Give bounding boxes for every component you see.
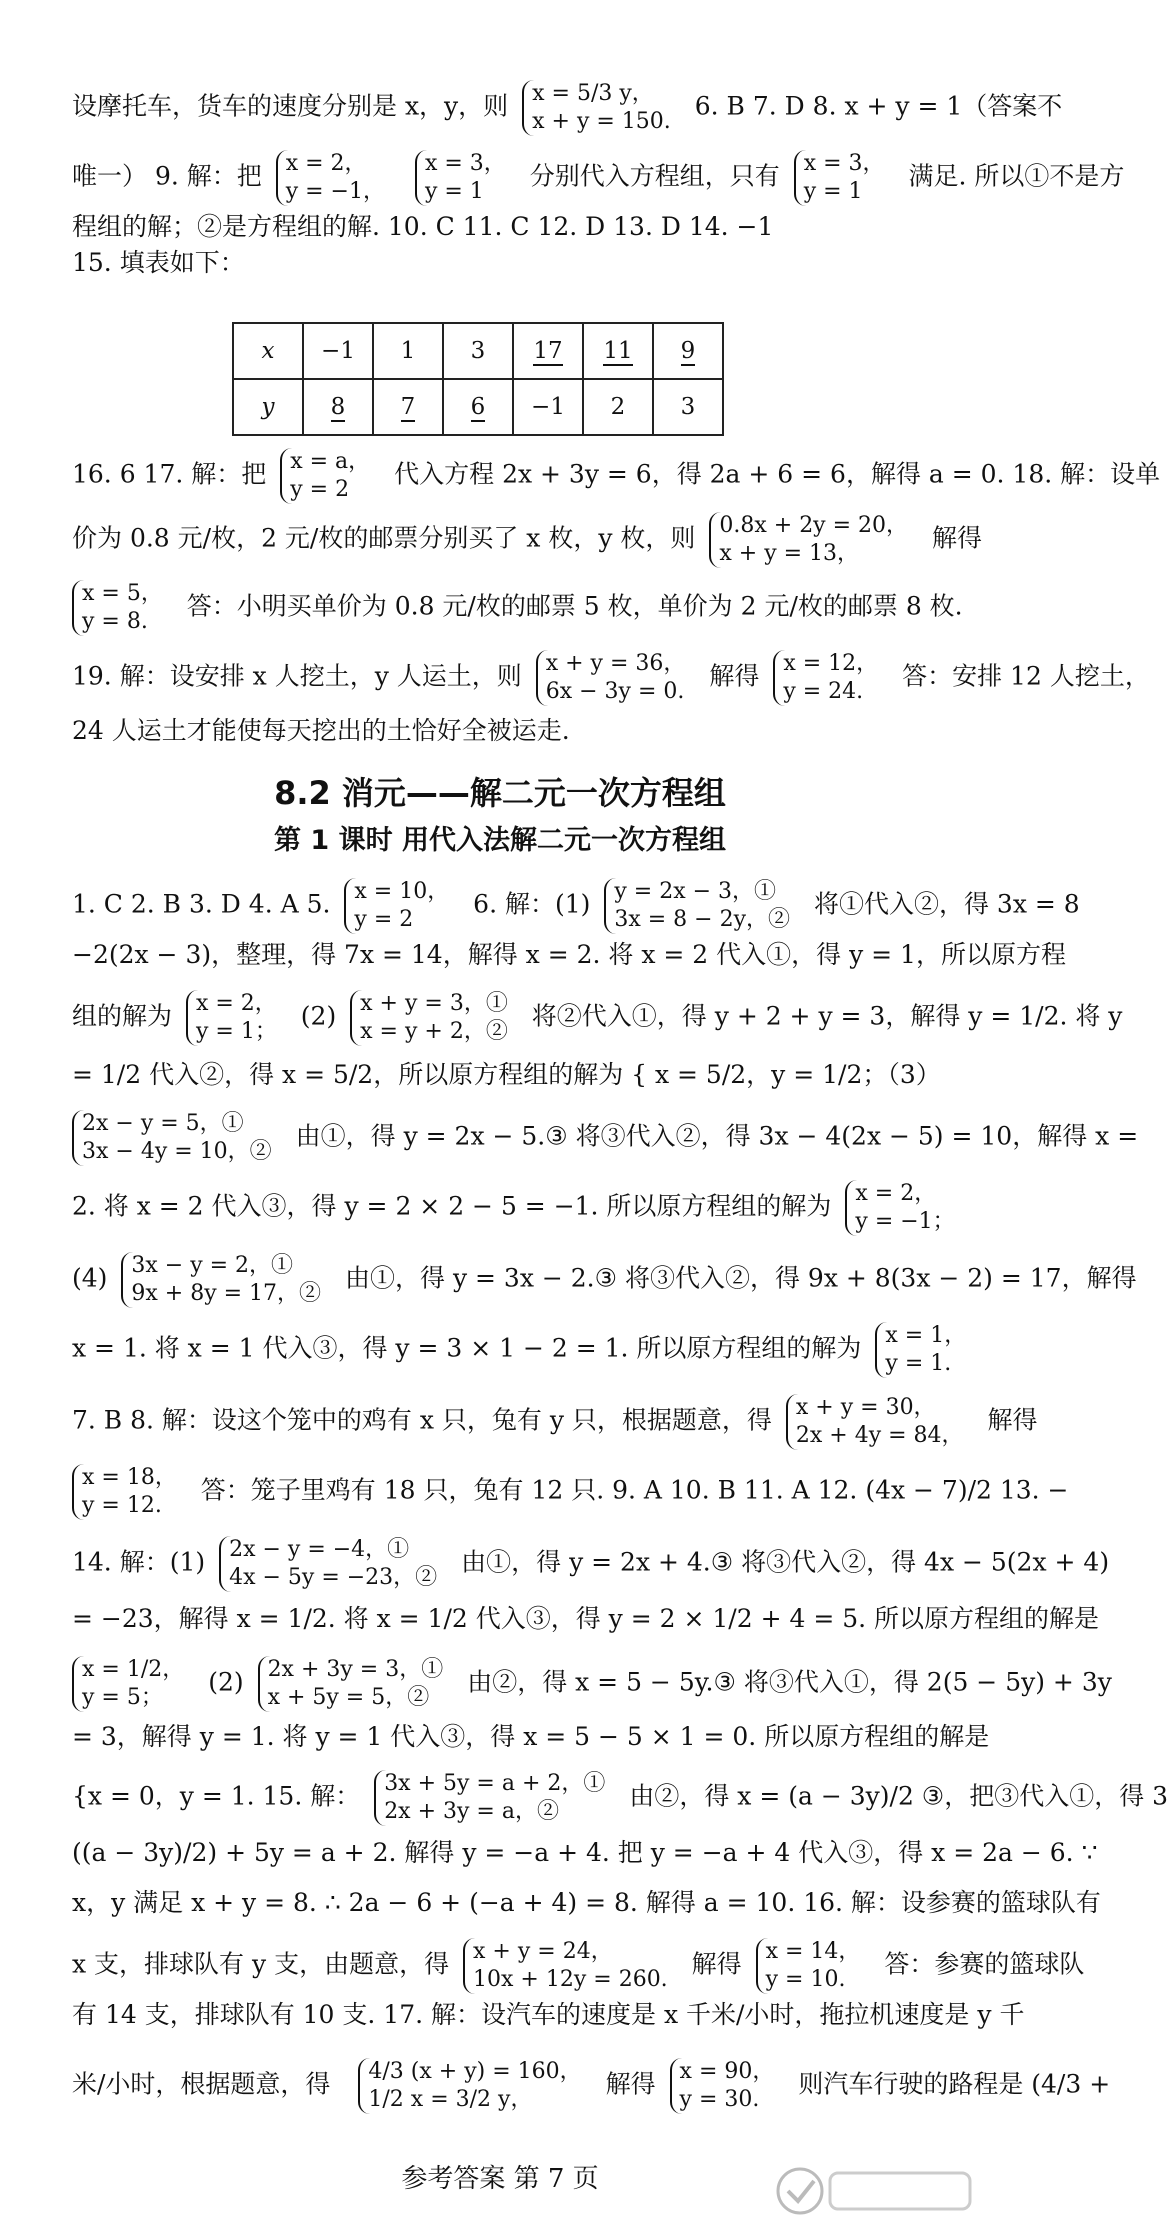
- equation-system: 4/3 (x + y) = 160， 1/2 x = 3/2 y，: [358, 2058, 591, 2114]
- answer-line: 米/小时，根据题意，得 4/3 (x + y) = 160， 1/2 x = 3/2 y， 解得 x = 90， y = 30. 则汽车行驶的路程是 (4/3 +: [72, 2059, 1111, 2112]
- equation-system: x = 3， y = 1: [415, 150, 516, 206]
- section-title: 8.2 消元——解二元一次方程组: [274, 774, 726, 812]
- equation-system: x = 2， y = −1，: [276, 150, 395, 206]
- answer-line: x，y 满足 x + y = 8. ∴ 2a − 6 + (−a + 4) = 8. 解得 a = 10. 16. 解：设参赛的篮球队有: [72, 1888, 1101, 1917]
- equation-system: x = 14， y = 10.: [756, 1938, 871, 1994]
- watermark-logo: [770, 2163, 980, 2223]
- answer-line: 15. 填表如下：: [72, 248, 245, 277]
- answer-line: x = 5， y = 8. 答：小明买单价为 0.8 元/枚的邮票 5 枚，单价为 2 元/枚的邮票 8 枚.: [72, 580, 963, 636]
- answer-line: 24 人运土才能使每天挖出的土恰好全被运走.: [72, 716, 570, 745]
- equation-system: x + y = 30， 2x + 4y = 84，: [786, 1394, 974, 1450]
- answer-line: x = 1/2， y = 5； (2) 2x + 3y = 3，① x + 5y = 5，② 由②，得 x = 5 − 5y.③ 将③代入①，得 2(5 − 5y) + 3y: [72, 1656, 1112, 1712]
- equation-system: 3x − y = 2，① 9x + 8y = 17，②: [121, 1252, 331, 1308]
- equation-system: x = 1， y = 1.: [875, 1322, 976, 1378]
- equation-system: 2x − y = 5，① 3x − 4y = 10，②: [72, 1110, 282, 1166]
- answer-line: {x = 0，y = 1. 15. 解： 3x + 5y = a + 2，① 2x + 3y = a，② 由②，得 x = (a − 3y)/2 ③，把③代入①，得 3: [72, 1771, 1168, 1824]
- equation-system: x + y = 3，① x = y + 2，②: [350, 990, 518, 1046]
- answer-line: x = 18， y = 12. 答：笼子里鸡有 18 只，兔有 12 只. 9. A 10. B 11. A 12. (4x − 7)/2 13. −: [72, 1464, 1069, 1520]
- answer-line: 2x − y = 5，① 3x − 4y = 10，② 由①，得 y = 2x − 5.③ 将③代入②，得 3x − 4(2x − 5) = 10，解得 x =: [72, 1110, 1138, 1166]
- answer-line: 7. B 8. 解：设这个笼中的鸡有 x 只，兔有 y 只，根据题意，得 x + y = 30， 2x + 4y = 84， 解得: [72, 1395, 1038, 1448]
- equation-system: x = 12， y = 24.: [773, 650, 888, 706]
- equation-system: x = a， y = 2: [280, 448, 380, 504]
- answer-line: 16. 6 17. 解：把 x = a， y = 2 代入方程 2x + 3y = 6，得 2a + 6 = 6，解得 a = 0. 18. 解：设单: [72, 449, 1161, 502]
- equation-system: 2x − y = −4，① 4x − 5y = −23，②: [219, 1536, 447, 1592]
- table-row: y 8 7 6 −1 2 3: [233, 379, 723, 435]
- answer-line: 价为 0.8 元/枚，2 元/枚的邮票分别买了 x 枚，y 枚，则 0.8x + 2y = 20， x + y = 13， 解得: [72, 513, 982, 566]
- answer-line: 组的解为 x = 2， y = 1； (2) x + y = 3，① x = y + 2，② 将②代入①，得 y + 2 + y = 3，解得 y = 1/2. 将 y: [72, 991, 1123, 1044]
- equation-system: x = 2， y = 1；: [186, 990, 287, 1046]
- equation-system: x = 3， y = 1: [794, 150, 895, 206]
- answer-line: (4) 3x − y = 2，① 9x + 8y = 17，② 由①，得 y = 3x − 2.③ 将③代入②，得 9x + 8(3x − 2) = 17，解得: [72, 1253, 1137, 1306]
- answer-line: 唯一） 9. 解：把 x = 2， y = −1， x = 3， y = 1 分别代入方程组，只有 x = 3， y = 1 满足. 所以①不是方: [72, 151, 1125, 204]
- equation-system: 2x + 3y = 3，① x + 5y = 5，②: [258, 1656, 454, 1712]
- lesson-title: 第 1 课时 用代入法解二元一次方程组: [274, 825, 726, 856]
- equation-system: x + y = 24， 10x + 12y = 260.: [463, 1938, 678, 1994]
- answer-line: 19. 解：设安排 x 人挖土，y 人运土，则 x + y = 36， 6x − 3y = 0. 解得 x = 12， y = 24. 答：安排 12 人挖土，: [72, 651, 1150, 704]
- answer-line: 有 14 支，排球队有 10 支. 17. 解：设汽车的速度是 x 千米/小时，拖拉机速度是 y 千: [72, 2000, 1025, 2029]
- equation-system: x = 5， y = 8.: [72, 580, 173, 636]
- equation-system: x = 90， y = 30.: [670, 2058, 785, 2114]
- answer-line: 2. 将 x = 2 代入③，得 y = 2 × 2 − 5 = −1. 所以原方程组的解为 x = 2， y = −1；: [72, 1180, 971, 1236]
- answer-line: = 1/2 代入②，得 x = 5/2，所以原方程组的解为 { x = 5/2，y = 1/2；（3）: [72, 1060, 941, 1089]
- answer-line: x = 1. 将 x = 1 代入③，得 y = 3 × 1 − 2 = 1. 所以原方程组的解为 x = 1， y = 1.: [72, 1322, 982, 1378]
- equation-system: x = 5/3 y， x + y = 150.: [522, 80, 681, 136]
- equation-system: 0.8x + 2y = 20， x + y = 13，: [709, 512, 918, 568]
- equation-system: x = 1/2， y = 5；: [72, 1656, 194, 1712]
- equation-system: x = 2， y = −1；: [845, 1180, 964, 1236]
- answer-line: 14. 解：(1) 2x − y = −4，① 4x − 5y = −23，② 由①，得 y = 2x + 4.③ 将③代入②，得 4x − 5(2x + 4): [72, 1537, 1110, 1590]
- answer-line: = −23，解得 x = 1/2. 将 x = 1/2 代入③，得 y = 2 × 1/2 + 4 = 5. 所以原方程组的解是: [72, 1604, 1100, 1633]
- equation-system: y = 2x − 3，① 3x = 8 − 2y，②: [604, 878, 800, 934]
- answer-line: x 支，排球队有 y 支，由题意，得 x + y = 24， 10x + 12y = 260. 解得 x = 14， y = 10. 答：参赛的篮球队: [72, 1939, 1085, 1992]
- table-row: x −1 1 3 17 11 9: [233, 323, 723, 379]
- answer-line: 程组的解；②是方程组的解. 10. C 11. C 12. D 13. D 14. −1: [72, 212, 774, 241]
- value-table: [232, 322, 724, 436]
- answer-line: −2(2x − 3)，整理，得 7x = 14，解得 x = 2. 将 x = 2 代入①，得 y = 1，所以原方程: [72, 940, 1066, 969]
- equation-system: 3x + 5y = a + 2，① 2x + 3y = a，②: [374, 1770, 615, 1826]
- answer-line: ((a − 3y)/2) + 5y = a + 2. 解得 y = −a + 4. 把 y = −a + 4 代入③，得 x = 2a − 6. ∵: [72, 1838, 1098, 1867]
- equation-system: x + y = 36， 6x − 3y = 0.: [536, 650, 696, 706]
- equation-system: x = 18， y = 12.: [72, 1464, 187, 1520]
- answer-line: 设摩托车，货车的速度分别是 x，y，则 x = 5/3 y， x + y = 150. 6. B 7. D 8. x + y = 1（答案不: [72, 81, 1063, 134]
- answer-line: 1. C 2. B 3. D 4. A 5. x = 10， y = 2 6. 解：(1) y = 2x − 3，① 3x = 8 − 2y，② 将①代入②，得 3x = 8: [72, 879, 1080, 932]
- equation-system: x = 10， y = 2: [344, 878, 459, 934]
- answer-line: = 3，解得 y = 1. 将 y = 1 代入③，得 x = 5 − 5 × 1 = 0. 所以原方程组的解是: [72, 1722, 990, 1751]
- page-footer: 参考答案 第 7 页: [401, 2164, 599, 2194]
